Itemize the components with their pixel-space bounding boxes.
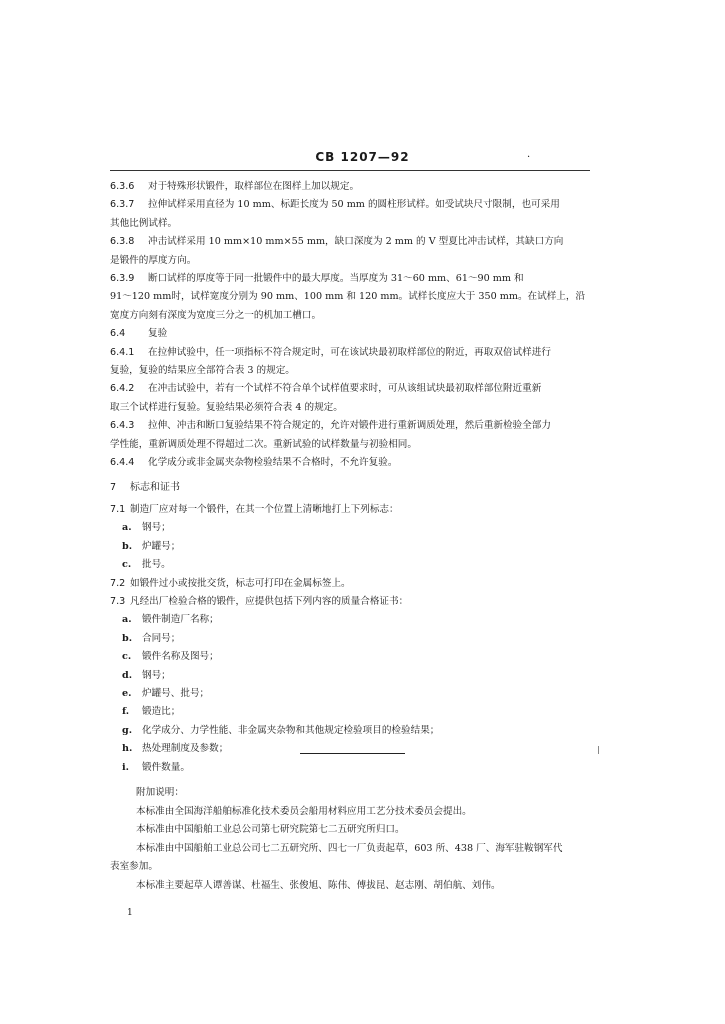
list-item — [110, 556, 590, 574]
clause-text: 冲击试样采用 10 mm×10 mm×55 mm，缺口深度为 2 mm 的 V 型夏比冲击试样，其缺口方向 — [148, 236, 564, 248]
clause-number: 6.4.4 — [110, 457, 135, 469]
clause-6-3-9 — [110, 270, 590, 288]
clause-text: 在拉伸试验中，任一项指标不符合规定时，可在该试块最初取样部位的附近，再取双倍试样进行 — [148, 346, 551, 358]
additional-notes — [110, 784, 600, 896]
list-letter: c. — [122, 651, 132, 663]
clause-number: 6.4.2 — [110, 383, 135, 395]
clause-number: 6.3.6 — [110, 181, 135, 192]
list-letter: e. — [122, 687, 132, 699]
list-letter: g. — [122, 724, 133, 736]
clause-6-4-1 — [110, 344, 590, 362]
clause-6-4-2 — [110, 380, 590, 398]
list-item — [110, 703, 590, 721]
list-letter: i. — [122, 761, 129, 773]
clause-number: 6.3.8 — [110, 236, 135, 248]
standard-code-header: CB 1207—92 — [315, 150, 410, 164]
list-item — [110, 740, 590, 758]
clause-text: 对于特殊形状锻件，取样部位在图样上加以规定。 — [148, 181, 360, 192]
list-item — [110, 667, 590, 685]
clause-text: 在冲击试验中，若有一个试样不符合单个试样值要求时，可从该组试块最初取样部位附近重新 — [148, 383, 542, 395]
clause-continuation: 宽度方向刻有深度为宽度三分之一的机加工槽口。 — [110, 309, 322, 321]
clause-number: 6.4.3 — [110, 420, 135, 432]
list-letter: f. — [122, 706, 130, 718]
list-item — [110, 519, 590, 537]
clause-number: 7.1 — [110, 503, 126, 515]
clause-number: 6.3.9 — [110, 273, 135, 285]
clause-text: 拉伸试样采用直径为 10 mm、标距长度为 50 mm 的圆柱形试样。如受试块尺寸限制，也可采用 — [148, 199, 560, 211]
list-text: 锻造比； — [142, 706, 181, 718]
clause-7-3 — [110, 593, 590, 611]
list-letter: c. — [122, 559, 132, 571]
page-number: 1 — [127, 908, 133, 918]
list-text: 批号。 — [142, 559, 171, 571]
header-mark: · — [527, 152, 531, 163]
notes-paragraph: 本标准由全国海洋船舶标准化技术委员会船用材料应用工艺分技术委员会提出。 — [136, 805, 472, 817]
section-7-heading — [110, 479, 590, 497]
list-letter: h. — [122, 743, 133, 755]
list-text: 钢号； — [142, 522, 171, 534]
list-item — [110, 648, 590, 666]
clause-6-3-7 — [110, 196, 590, 214]
clause-6-3-6 — [110, 178, 590, 196]
clause-6-3-8 — [110, 233, 590, 251]
list-text: 炉罐号、批号； — [142, 687, 210, 699]
clause-number: 6.4 — [110, 328, 126, 340]
clause-continuation: 是锻件的厚度方向。 — [110, 254, 197, 266]
header-rule — [110, 170, 590, 171]
clause-6-4-3 — [110, 417, 590, 435]
clause-number: 7.2 — [110, 577, 126, 589]
notes-paragraph-continuation: 表室参加。 — [110, 861, 158, 873]
list-letter: a. — [122, 522, 132, 534]
clause-number: 6.4.1 — [110, 346, 135, 358]
document-body — [110, 178, 590, 777]
list-item — [110, 630, 590, 648]
scan-artifact — [598, 746, 599, 754]
notes-title: 附加说明： — [136, 787, 184, 798]
list-text: 炉罐号； — [142, 540, 181, 552]
section-number: 7 — [110, 481, 117, 493]
clause-text: 凡经出厂检验合格的锻件，应提供包括下列内容的质量合格证书： — [130, 595, 409, 607]
list-text: 锻件制造厂名称； — [142, 614, 219, 626]
clause-number: 6.3.7 — [110, 199, 135, 211]
list-item — [110, 538, 590, 556]
list-item — [110, 759, 590, 777]
notes-paragraph: 本标准主要起草人谭善谋、杜福生、张俊旭、陈伟、傅拔昆、赵志刚、胡伯航、刘伟。 — [136, 879, 501, 891]
clause-number: 7.3 — [110, 595, 126, 607]
clause-text: 断口试样的厚度等于同一批锻件中的最大厚度。当厚度为 31～60 mm、61～90 mm 和 — [148, 273, 524, 285]
clause-text: 化学成分或非金属夹杂物检验结果不合格时，不允许复验。 — [148, 457, 398, 469]
section-title: 标志和证书 — [130, 481, 180, 493]
notes-paragraph: 本标准由中国船舶工业总公司七二五研究所、四七一厂负责起草，603 所、438 厂、海军驻鞍钢军代 — [136, 842, 563, 854]
list-item — [110, 611, 590, 629]
list-letter: b. — [122, 540, 133, 552]
clause-continuation: 其他比例试样。 — [110, 217, 178, 229]
clause-continuation: 复验，复验的结果应全部符合表 3 的规定。 — [110, 365, 295, 377]
list-text: 合同号； — [142, 632, 181, 644]
notes-paragraph: 本标准由中国船舶工业总公司第七研究院第七二五研究所归口。 — [136, 824, 405, 836]
list-text: 锻件数量。 — [142, 761, 190, 773]
clause-6-4 — [110, 325, 590, 343]
list-text: 化学成分、力学性能、非金属夹杂物和其他规定检验项目的检验结果； — [142, 724, 440, 736]
clause-7-1 — [110, 501, 590, 519]
clause-text: 复验 — [148, 328, 168, 340]
list-letter: a. — [122, 614, 132, 626]
clause-6-4-4 — [110, 454, 590, 472]
list-item — [110, 685, 590, 703]
list-text: 钢号； — [142, 669, 171, 681]
list-item — [110, 722, 590, 740]
list-letter: d. — [122, 669, 133, 681]
list-letter: b. — [122, 632, 133, 644]
end-rule — [300, 753, 405, 754]
clause-continuation: 91～120 mm时，试样宽度分别为 90 mm、100 mm 和 120 mm。试样长度应大于 350 mm。在试样上，沿 — [110, 291, 586, 303]
list-text: 热处理制度及参数； — [142, 743, 229, 755]
clause-text: 制造厂应对每一个锻件，在其一个位置上清晰地打上下列标志： — [130, 503, 399, 515]
clause-text: 如锻件过小或按批交货，标志可打印在金属标签上。 — [130, 577, 351, 589]
list-text: 锻件名称及图号； — [142, 651, 219, 663]
clause-7-2 — [110, 575, 590, 593]
clause-continuation: 学性能，重新调质处理不得超过二次。重新试验的试样数量与初验相同。 — [110, 438, 417, 450]
clause-continuation: 取三个试样进行复验。复验结果必须符合表 4 的规定。 — [110, 401, 343, 413]
clause-text: 拉伸、冲击和断口复验结果不符合规定的，允许对锻件进行重新调质处理，然后重新检验全部力 — [148, 420, 551, 432]
